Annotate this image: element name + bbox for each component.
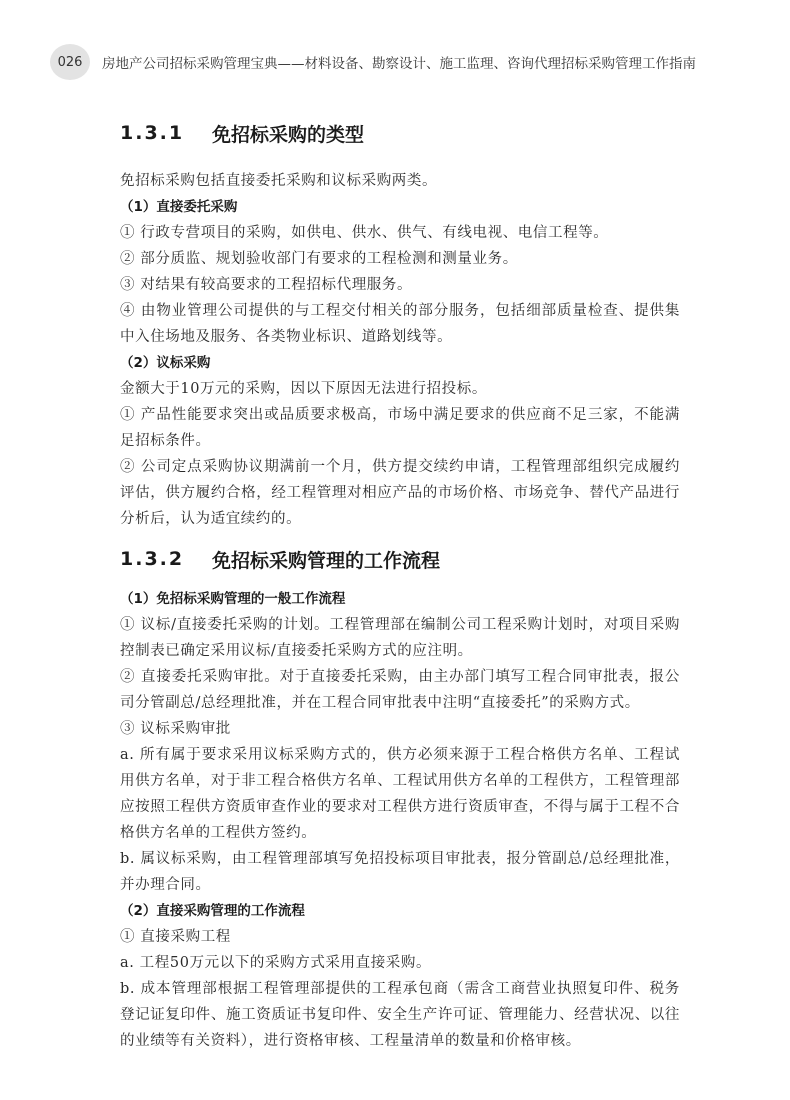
list-item: ② 直接委托采购审批。对于直接委托采购，由主办部门填写工程合同审批表，报公司分管副总/总经理批准，并在工程合同审批表中注明“直接委托”的采购方式。	[120, 669, 680, 711]
section-heading-1-3-1	[120, 112, 680, 154]
paragraph: 免招标采购包括直接委托采购和议标采购两类。	[120, 173, 438, 189]
running-title: 房地产公司招标采购管理宝典——材料设备、勘察设计、施工监理、咨询代理招标采购管理工作指南	[102, 56, 696, 72]
list-item: ③ 议标采购审批	[120, 721, 231, 737]
list-item: b. 属议标采购，由工程管理部填写免招投标项目审批表，报分管副总/总经理批准，并办理合同。	[120, 851, 680, 893]
subheading: （2）直接采购管理的工作流程	[120, 903, 305, 919]
subheading: （1）直接委托采购	[120, 199, 238, 215]
page-content	[120, 112, 680, 1054]
list-item: ② 部分质监、规划验收部门有要求的工程检测和测量业务。	[120, 251, 518, 267]
list-item: a. 所有属于要求采用议标采购方式的，供方必须来源于工程合格供方名单、工程试用供方名单，对于非工程合格供方名单、工程试用供方名单的工程供方，工程管理部应按照工程供方资质审查作业的要求对工程供方进行资质审查，不得与属于工程不合格供方名单的工程供方签约。	[120, 747, 680, 841]
list-item: ① 议标/直接委托采购的计划。工程管理部在编制公司工程采购计划时，对项目采购控制表已确定采用议标/直接委托采购方式的应注明。	[120, 617, 680, 659]
section-title: 免招标采购管理的工作流程	[212, 549, 441, 572]
paragraph: 金额大于10万元的采购，因以下原因无法进行招投标。	[120, 381, 487, 397]
list-item: ④ 由物业管理公司提供的与工程交付相关的部分服务，包括细部质量检查、提供集中入住场地及服务、各类物业标识、道路划线等。	[120, 303, 680, 345]
list-item: ① 行政专营项目的采购，如供电、供水、供气、有线电视、电信工程等。	[120, 225, 609, 241]
list-item: ① 直接采购工程	[120, 929, 231, 945]
list-item: ③ 对结果有较高要求的工程招标代理服务。	[120, 277, 413, 293]
subheading: （2）议标采购	[120, 355, 211, 371]
list-item: ① 产品性能要求突出或品质要求极高，市场中满足要求的供应商不足三家，不能满足招标条件。	[120, 407, 680, 449]
section-number: 1.3.2	[120, 548, 185, 570]
section-number: 1.3.1	[120, 122, 185, 144]
section-heading-1-3-2	[120, 538, 680, 580]
list-item: a. 工程50万元以下的采购方式采用直接采购。	[120, 955, 432, 971]
subheading: （1）免招标采购管理的一般工作流程	[120, 591, 346, 607]
list-item: b. 成本管理部根据工程管理部提供的工程承包商（需含工商营业执照复印件、税务登记证复印件、施工资质证书复印件、安全生产许可证、管理能力、经营状况、以往的业绩等有关资料），进行资格审核、工程量清单的数量和价格审核。	[120, 981, 680, 1049]
page-number: 026	[50, 44, 90, 80]
list-item: ② 公司定点采购协议期满前一个月，供方提交续约申请，工程管理部组织完成履约评估，供方履约合格，经工程管理对相应产品的市场价格、市场竞争、替代产品进行分析后，认为适宜续约的。	[120, 459, 680, 527]
page-header	[50, 44, 750, 80]
section-title: 免招标采购的类型	[212, 123, 365, 146]
